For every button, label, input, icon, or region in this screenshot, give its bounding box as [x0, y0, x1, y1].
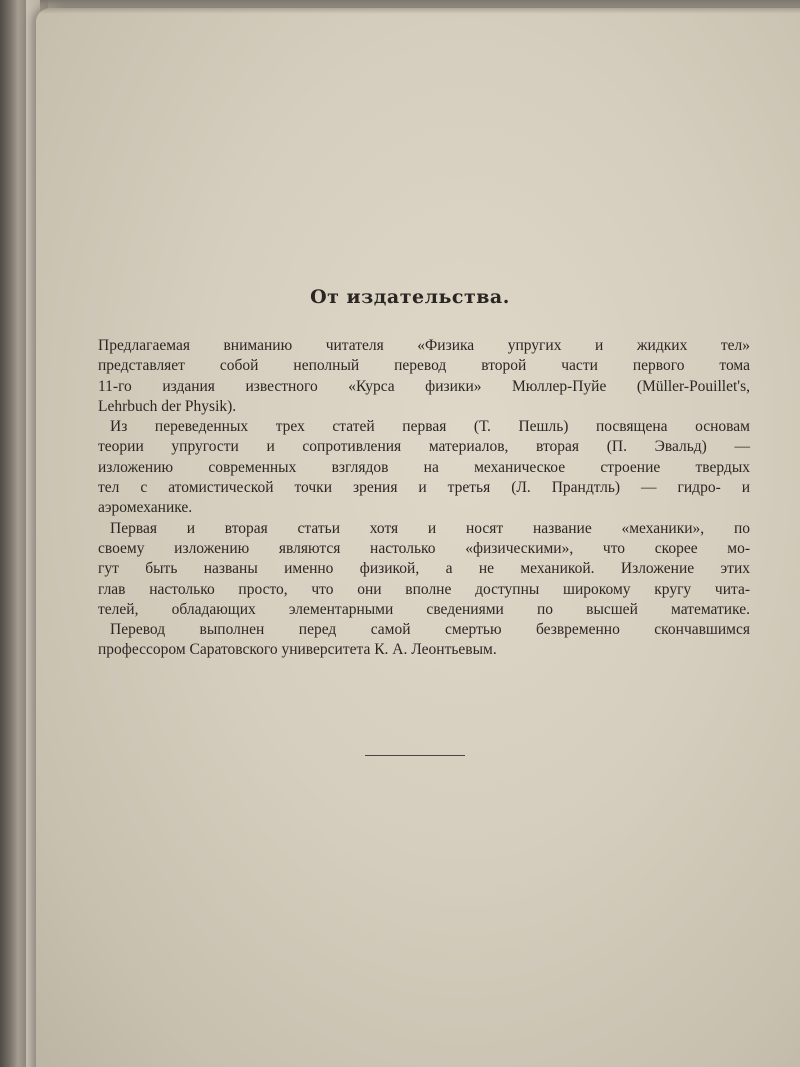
- text-line: Перевод выполнен перед самой смертью безвременно скончавшимся: [110, 621, 750, 639]
- page-top-shadow: [40, 0, 800, 14]
- text-line: тел с атомистической точки зрения и третья (Л. Прандтль) — гидро- и: [98, 479, 750, 497]
- text-line: Из переведенных трех статей первая (Т. Пешль) посвящена основам: [110, 418, 750, 436]
- text-line: Первая и вторая статьи хотя и носят название «механики», по: [110, 519, 750, 537]
- text-line: изложению современных взглядов на механическое строение твердых: [98, 458, 750, 476]
- text-line: профессором Саратовского университета К. А. Леонтьевым.: [98, 641, 497, 659]
- text-line: глав настолько просто, что они вполне доступны широкому кругу чита-: [98, 580, 750, 598]
- text-line: Lehrbuch der Physik).: [98, 397, 237, 415]
- book-cover-edge: [0, 0, 26, 1067]
- text-line: теории упругости и сопротивления материалов, вторая (П. Эвальд) —: [98, 438, 750, 456]
- text-line: 11-го издания известного «Курса физики» Мюллер-Пуйе (Müller-Pouillet's,: [98, 377, 750, 395]
- text-line: телей, обладающих элементарными сведениями по высшей математике.: [98, 600, 750, 618]
- page-heading: От издательства.: [310, 286, 510, 308]
- paragraph-1: [98, 336, 750, 417]
- text-line: своему изложению являются настолько «физическими», что скорее мо-: [98, 539, 750, 557]
- body-text: [98, 336, 750, 661]
- paragraph-3: [98, 519, 750, 620]
- paragraph-2: [98, 417, 750, 518]
- text-line: представляет собой неполный перевод второй части первого тома: [98, 357, 750, 375]
- paragraph-4: [98, 620, 750, 661]
- section-divider: [365, 755, 465, 756]
- text-line: аэромеханике.: [98, 499, 193, 517]
- text-line: гут быть названы именно физикой, а не механикой. Изложение этих: [98, 560, 750, 578]
- text-line: Предлагаемая вниманию читателя «Физика упругих и жидких тел»: [98, 337, 750, 354]
